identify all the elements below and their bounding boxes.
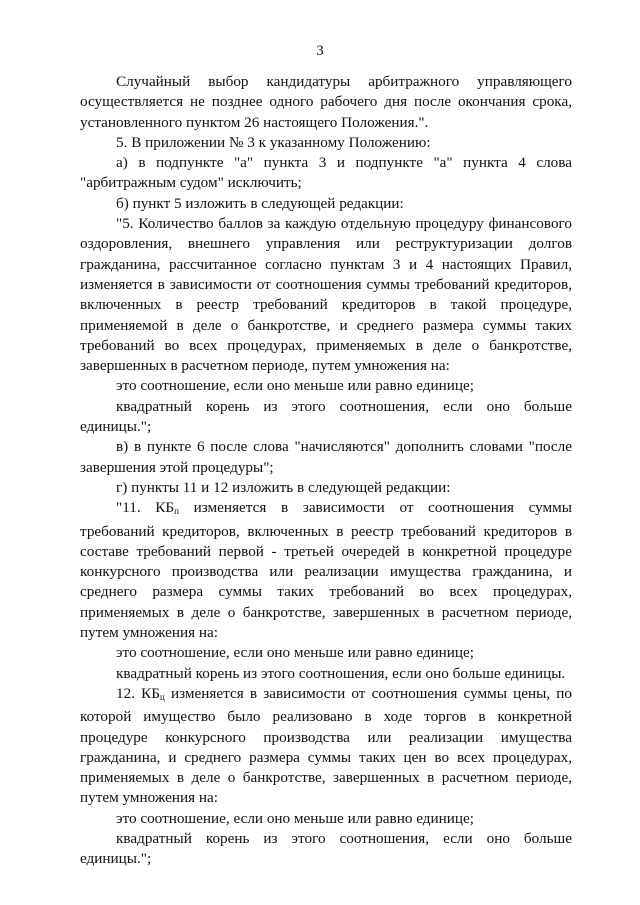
item-12-lead: 12. КБ (116, 684, 161, 702)
page-number: 3 (316, 43, 324, 59)
paragraph: б) пункт 5 изложить в следующей редакции: (116, 194, 404, 212)
item-11-lead: "11. КБ (116, 499, 175, 517)
document-body (80, 72, 572, 870)
paragraph: г) пункты 11 и 12 изложить в следующей редакции: (116, 478, 451, 496)
paragraph-item-11 (80, 498, 572, 643)
paragraph: 5. В приложении № 3 к указанному Положению: (116, 133, 431, 151)
paragraph: в) в пункте 6 после слова "начисляются" дополнить словами "после завершения этой процедуры"; (80, 438, 572, 476)
paragraph: это соотношение, если оно меньше или равно единице; (116, 377, 474, 395)
paragraph: квадратный корень из этого соотношения, если оно больше единицы."; (80, 397, 572, 436)
item-11-text: изменяется в зависимости от соотношения суммы требований кредиторов, включенных в реестр требований кредиторов в составе требований первой - третьей очередей в конкретной процедуре конкурсного производства или реализации имущества гражданина, и среднего размера суммы таких требований во всех процедурах, применяемых в деле о банкротстве, завершенных в расчетном периоде, путем умножения на: (80, 499, 572, 642)
paragraph: квадратный корень из этого соотношения, если оно больше единицы."; (80, 829, 572, 868)
item-12-text: изменяется в зависимости от соотношения суммы цены, по которой имущество было реализовано в ходе торгов в конкретной процедуре конкурсного производства или реализации имущества гражданина, и среднего размера суммы таких цен во всех процедурах, применяемых в деле о банкротстве, завершенных в расчетном периоде, путем умножения на: (80, 684, 572, 807)
paragraph: "5. Количество баллов за каждую отдельную процедуру финансового оздоровления, внешнего управления или реструктуризации долгов гражданина, рассчитанное согласно пунктам 3 и 4 настоящих Правил, изменяется в зависимости от соотношения суммы требований кредиторов, включенных в реестр требований кредиторов в такой процедуре, применяемой в деле о банкротстве, и среднего размера суммы таких требований во всех процедурах, применяемых в деле о банкротстве, завершенных в расчетном периоде, путем умножения на: (80, 215, 572, 375)
item-12-subscript: ц (160, 691, 165, 702)
paragraph-item-12 (80, 684, 572, 809)
item-11-subscript: п (174, 506, 179, 517)
paragraph: Случайный выбор кандидатуры арбитражного управляющего осуществляется не позднее одного рабочего дня после окончания срока, установленного пунктом 26 настоящего Положения.". (80, 73, 572, 131)
paragraph: это соотношение, если оно меньше или равно единице; (116, 809, 474, 827)
paragraph: квадратный корень из этого соотношения, если оно больше единицы. (116, 664, 566, 682)
paragraph: а) в подпункте "а" пункта 3 и подпункте "а" пункта 4 слова "арбитражным судом" исключить; (80, 154, 572, 192)
paragraph: это соотношение, если оно меньше или равно единице; (116, 644, 474, 662)
